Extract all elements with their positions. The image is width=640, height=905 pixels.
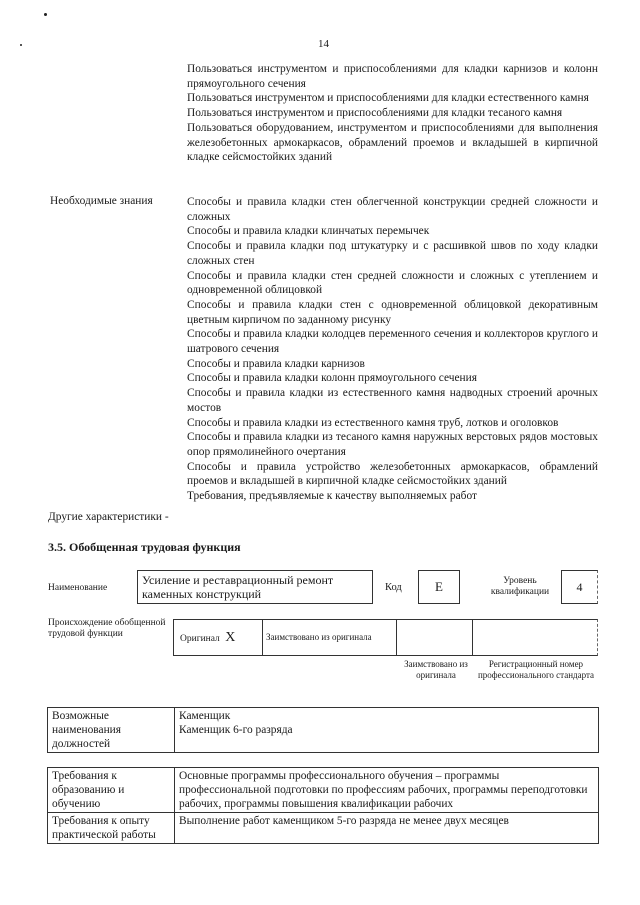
knowledge-item: Способы и правила кладки стен облегченной конструкции средней сложности и сложных (187, 196, 598, 223)
knowledge-item: Требования, предъявляемые к качеству выполняемых работ (187, 490, 477, 503)
knowledge-item: Способы и правила кладки стен средней сложности и сложных с утеплением и одновременной облицовкой (187, 269, 598, 297)
education-value: Основные программы профессионального обучения – программы профессиональной подготовки по профессиям рабочих, программы переподготовки рабочих, программы повышения квалификации рабочих (175, 768, 599, 813)
education-label: Требования к образованию и обучению (48, 768, 175, 813)
skill-item: Пользоваться инструментом и приспособлениями для кладки карнизов и колонн прямоугольного сечения (187, 63, 598, 90)
knowledge-item: Способы и правила кладки колодцев переменного сечения и коллекторов круглого и шатрового сечения (187, 328, 598, 356)
skill-item: Пользоваться инструментом и приспособлениями для кладки естественного камня (187, 92, 589, 105)
function-name-field: Усиление и реставрационный ремонт каменных конструкций (137, 570, 373, 604)
other-label: Другие характеристики (48, 511, 163, 523)
knowledge-item: Способы и правила кладки из тесаного камня наружных верстовых рядов мостовых опор прямолинейного очертания (187, 431, 598, 458)
positions-values (175, 708, 599, 753)
table-row (48, 813, 599, 844)
table-row (48, 768, 599, 813)
origin-label: Происхождение обобщенной трудовой функции (48, 618, 166, 639)
page-number: 14 (318, 38, 329, 50)
knowledge-item: Способы и правила устройство железобетонных армокаркасов, обрамлений проемов и вкладышей в кирпичной кладке сейсмостойких зданий (187, 460, 598, 488)
reg-number-cell (472, 619, 598, 656)
experience-label: Требования к опыту практической работы (48, 813, 175, 844)
knowledge-item: Способы и правила кладки клинчатых перемычек (187, 225, 430, 238)
position-item: Каменщик (179, 710, 231, 722)
positions-table (47, 707, 599, 753)
other-characteristics (48, 511, 169, 523)
scan-speck (20, 44, 22, 46)
knowledge-list (187, 195, 598, 504)
positions-label: Возможные наименования должностей (48, 708, 175, 753)
caption-reg-number: Регистрационный номер профессионального стандарта (477, 659, 595, 680)
name-label: Наименование (48, 583, 108, 593)
knowledge-item: Способы и правила кладки колонн прямоугольного сечения (187, 372, 477, 385)
original-label: Оригинал (180, 634, 220, 644)
original-cell (173, 619, 263, 656)
scan-speck (44, 13, 47, 16)
knowledge-item: Способы и правила кладки карнизов (187, 357, 365, 370)
section-title: 3.5. Обобщенная трудовая функция (48, 540, 241, 554)
code-label: Код (385, 582, 402, 593)
knowledge-item: Способы и правила кладки из естественного камня труб, лотков и оголовков (187, 416, 559, 429)
borrowed-cell: Заимствовано из оригинала (262, 619, 397, 656)
position-item: Каменщик 6-го разряда (179, 724, 293, 736)
knowledge-label: Необходимые знания (50, 195, 153, 207)
experience-value: Выполнение работ каменщиком 5-го разряда не менее двух месяцев (175, 813, 599, 844)
original-mark: X (225, 630, 236, 645)
knowledge-item: Способы и правила кладки стен с одновременной облицовкой декоративным цветным кирпичом по заданному рисунку (187, 298, 598, 326)
skills-list (187, 62, 598, 165)
caption-borrowed: Заимствовано из оригинала (404, 659, 468, 680)
level-field: 4 (561, 570, 598, 604)
requirements-table (47, 767, 599, 844)
skill-item: Пользоваться оборудованием, инструментом и приспособлениями для выполнения железобетонных армокаркасов, обрамлений проемов и вкладышей в кирпичной кладке сейсмостойких зданий (187, 121, 598, 164)
other-value: - (164, 511, 169, 523)
table-row (48, 708, 599, 753)
level-label: Уровень квалификации (490, 576, 550, 597)
code-field: E (418, 570, 460, 604)
knowledge-item: Способы и правила кладки из естественного камня надводных строений арочных мостов (187, 387, 598, 414)
skill-item: Пользоваться инструментом и приспособлениями для кладки тесаного камня (187, 107, 563, 120)
borrowed-code-cell (396, 619, 473, 656)
knowledge-item: Способы и правила кладки под штукатурку и с расшивкой швов по ходу кладки сложных стен (187, 240, 598, 267)
